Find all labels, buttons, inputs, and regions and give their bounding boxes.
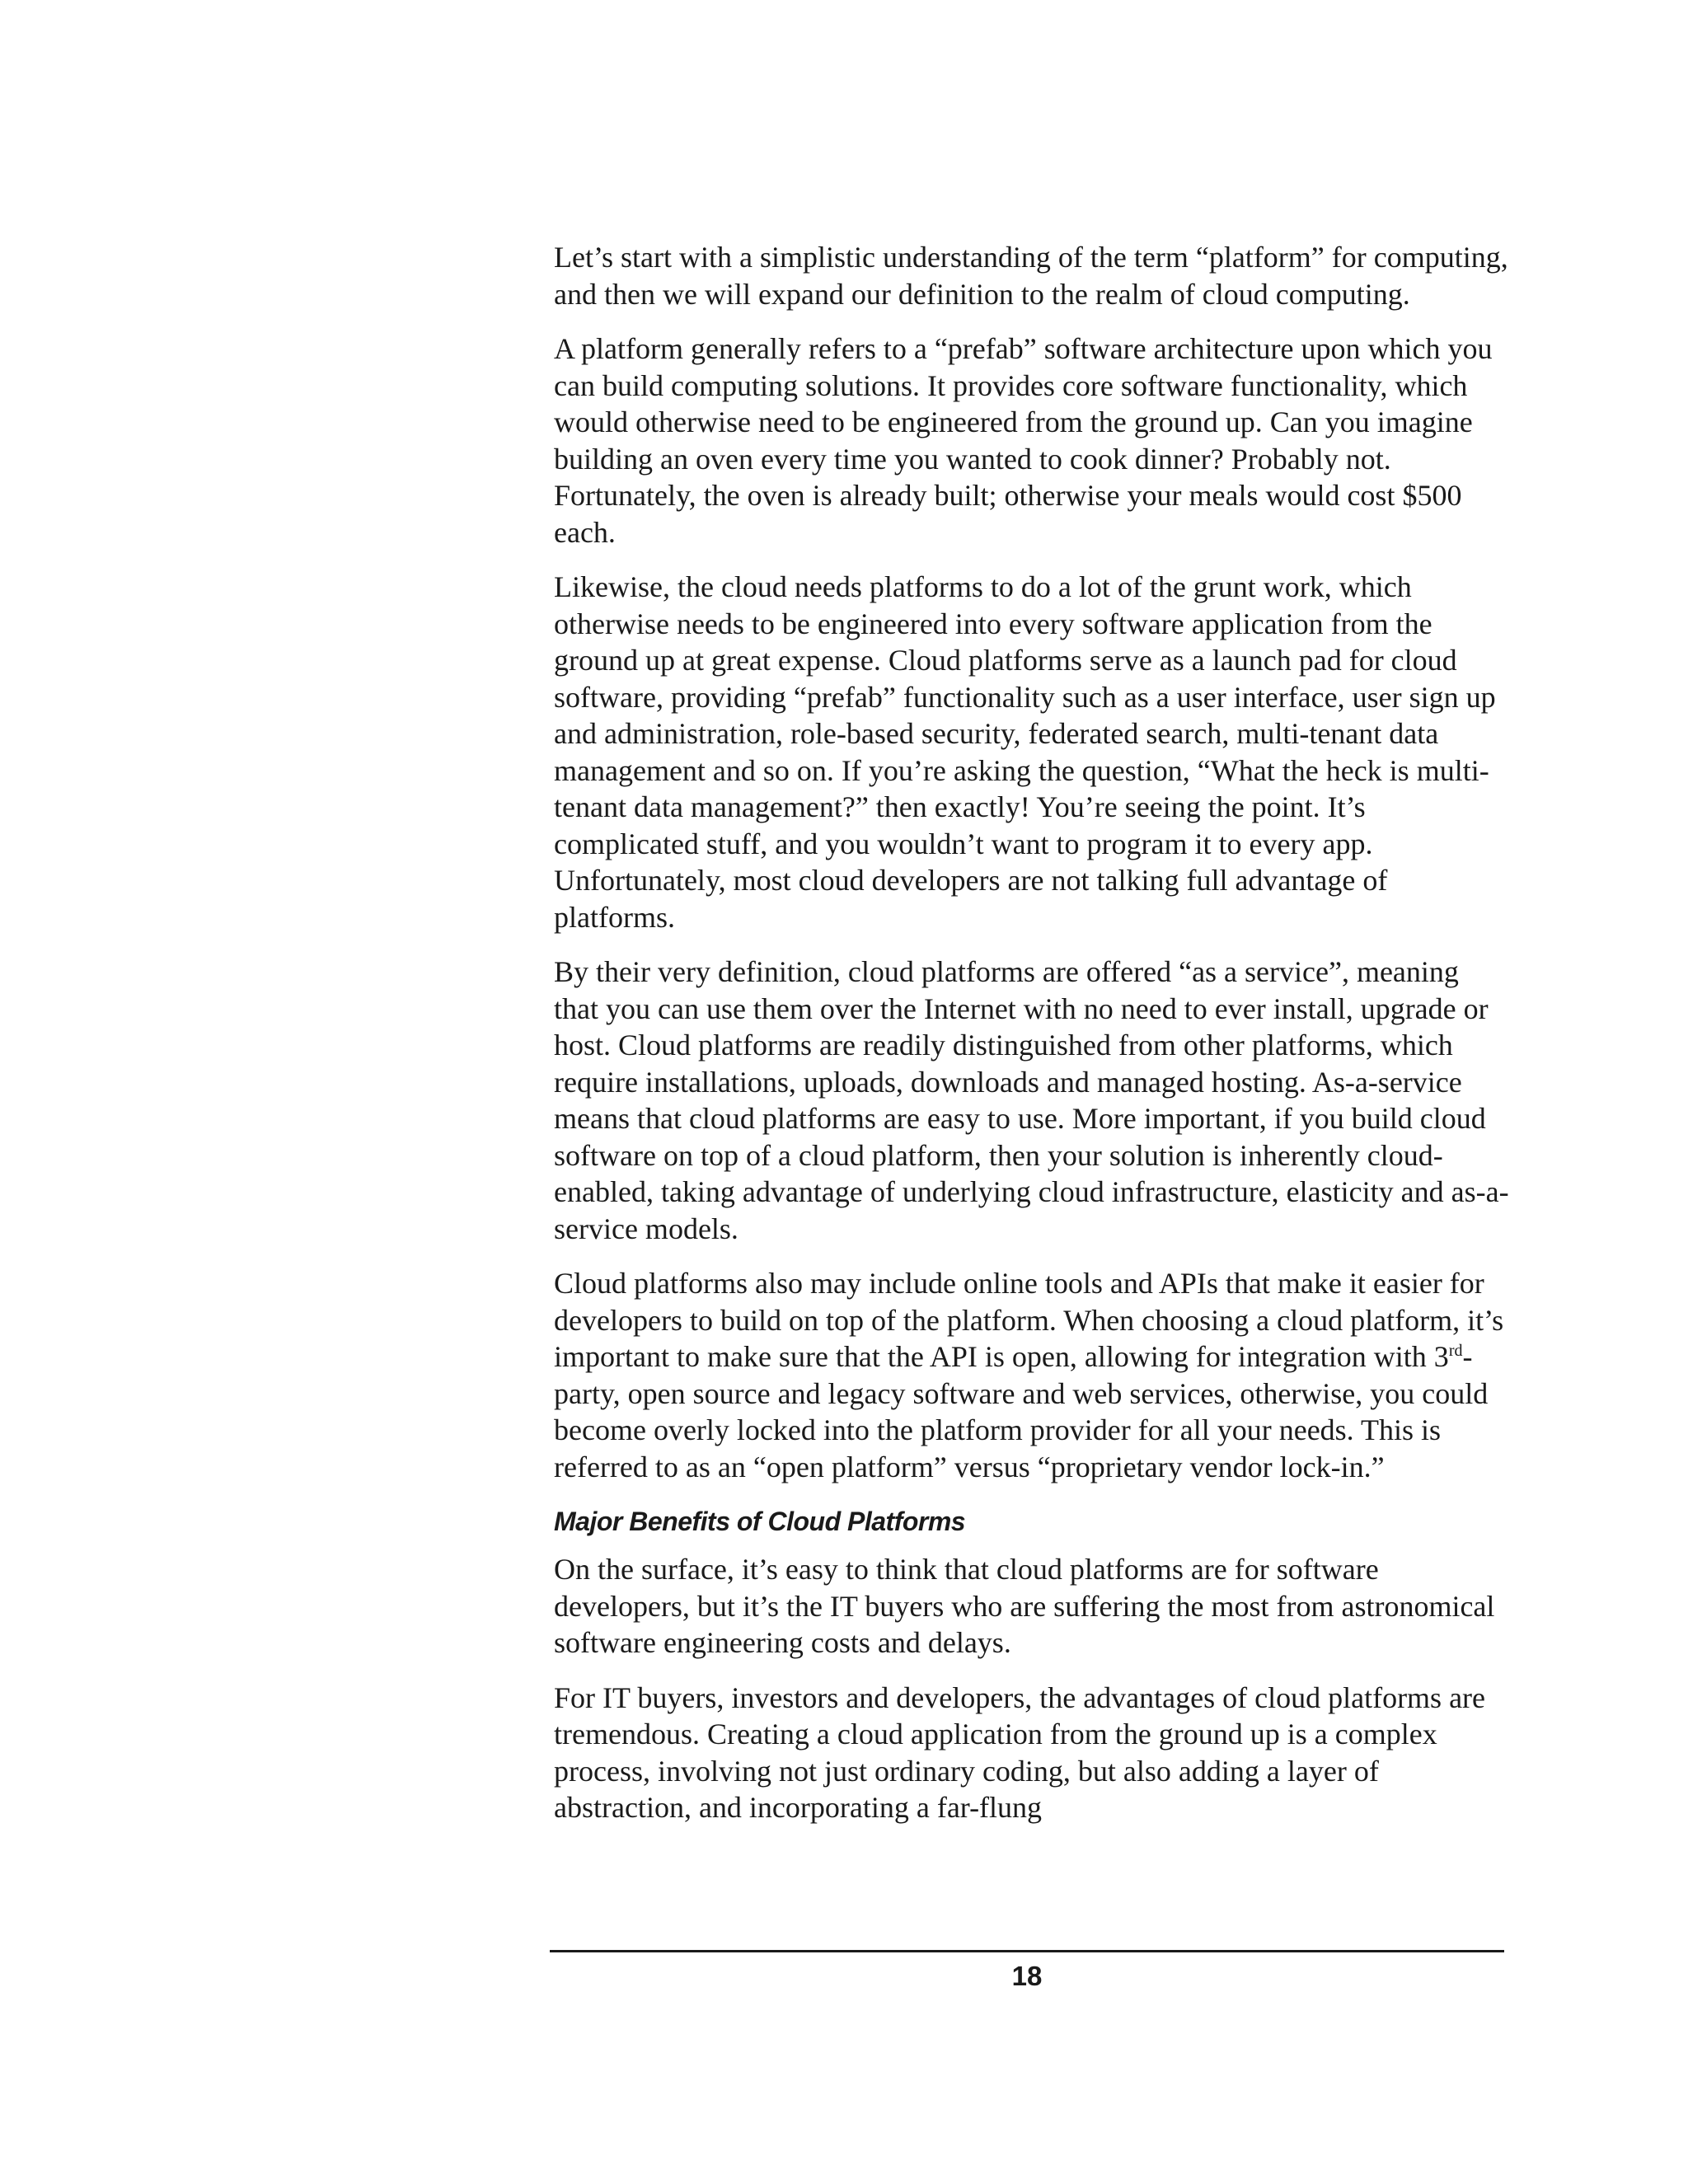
api-paragraph-text-end: -party, open source and legacy software and web services, otherwise, you could become overly locked into the platform provider for all your needs. This is referred to as an “open platform” versus “proprietary vendor lock-in.”	[554, 1340, 1489, 1483]
page-number: 18	[1011, 1961, 1043, 1991]
section-heading: Major Benefits of Cloud Platforms	[554, 1507, 966, 1536]
page-body	[554, 239, 1510, 1844]
ordinal-superscript: rd	[1448, 1342, 1463, 1360]
section-paragraph: For IT buyers, investors and developers, the advantages of cloud platforms are tremendous. Creating a cloud application from the ground up is a complex process, involving not just ordinary coding, but also adding a layer of abstraction, and incorporating a far-flung	[554, 1680, 1486, 1824]
api-paragraph	[554, 1265, 1510, 1485]
section-paragraph: On the surface, it’s easy to think that cloud platforms are for software developers, but it’s the IT buyers who are suffering the most from astronomical software engineering costs and delays.	[554, 1553, 1495, 1659]
body-paragraph: A platform generally refers to a “prefab” software architecture upon which you can build computing solutions. It provides core software functionality, which would otherwise need to be engineered from the ground up. Can you imagine building an oven every time you wanted to cook dinner? Probably not. Fortunately, the oven is already built; otherwise your meals would cost $500 each.	[554, 332, 1493, 549]
api-paragraph-text-start: Cloud platforms also may include online tools and APIs that make it easier for developers to build on top of the platform. When choosing a cloud platform, it’s important to make sure that the API is open, allowing for integration with 3	[554, 1267, 1504, 1373]
body-paragraph: Let’s start with a simplistic understanding of the term “platform” for computing, and then we will expand our definition to the realm of cloud computing.	[554, 241, 1508, 311]
footer-rule	[550, 1950, 1504, 1952]
body-paragraph: Likewise, the cloud needs platforms to do a lot of the grunt work, which otherwise needs to be engineered into every software application from the ground up at great expense. Cloud platforms serve as a launch pad for cloud software, providing “prefab” functionality such as a user interface, user sign up and administration, role-based security, federated search, multi-tenant data management and so on. If you’re asking the question, “What the heck is multi-tenant data management?” then exactly! You’re seeing the point. It’s complicated stuff, and you wouldn’t want to program it to every app. Unfortunately, most cloud developers are not talking full advantage of platforms.	[554, 570, 1496, 934]
body-paragraph: By their very definition, cloud platforms are offered “as a service”, meaning that you can use them over the Internet with no need to ever install, upgrade or host. Cloud platforms are readily distinguished from other platforms, which require installations, uploads, downloads and managed hosting. As-a-service means that cloud platforms are easy to use. More important, if you build cloud software on top of a cloud platform, then your solution is inherently cloud-enabled, taking advantage of underlying cloud infrastructure, elasticity and as-a-service models.	[554, 955, 1509, 1245]
